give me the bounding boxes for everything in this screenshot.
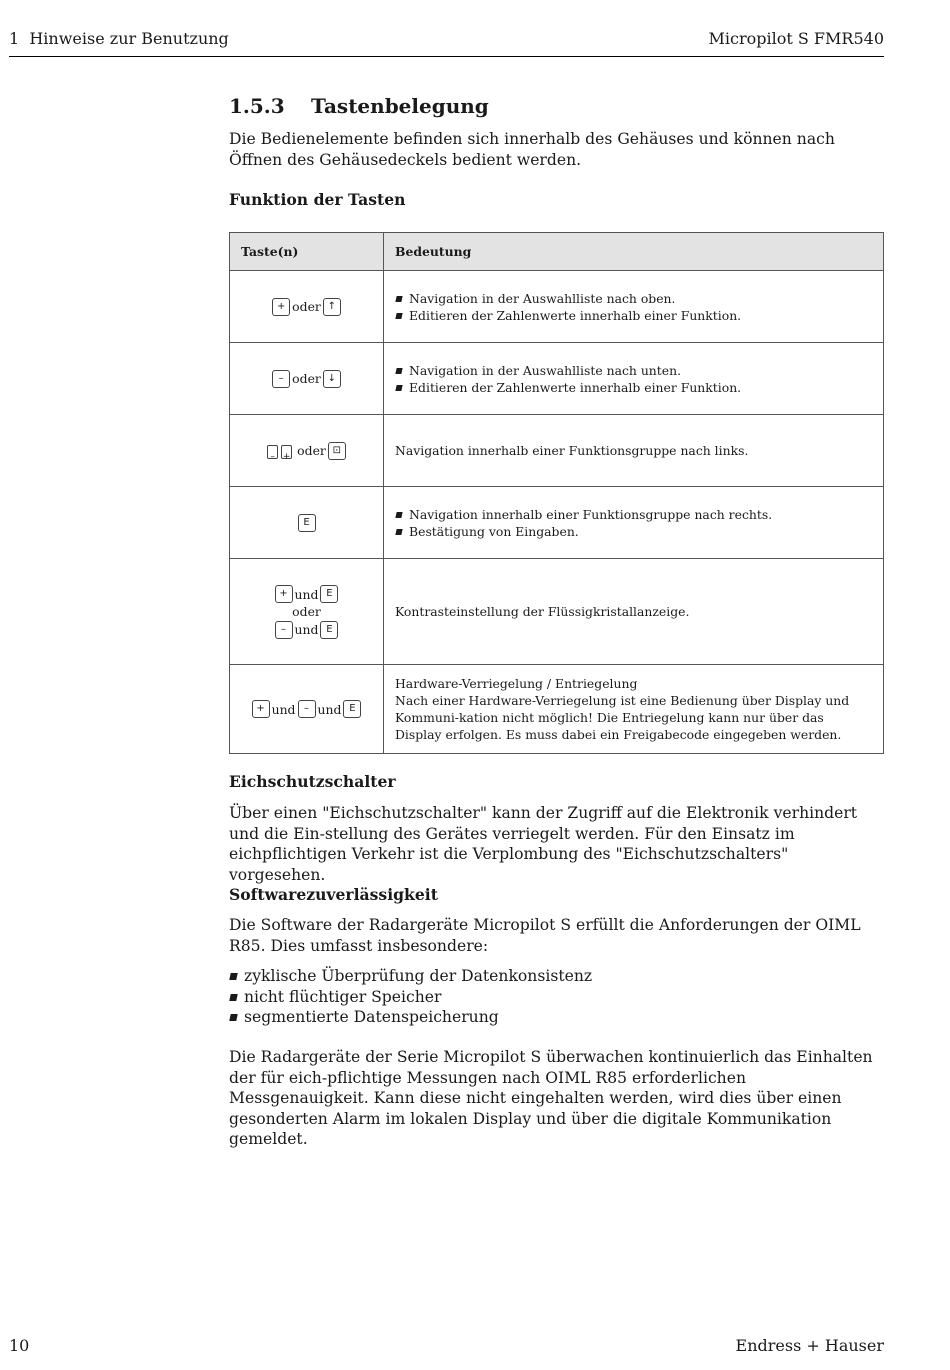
e-key-icon: E [343, 700, 361, 718]
list-item: Editieren der Zahlenwerte innerhalb einer Funktion. [395, 379, 872, 396]
list-item: Navigation in der Auswahlliste nach unten. [395, 362, 872, 379]
software-heading: Softwarezuverlässigkeit [229, 885, 438, 904]
table-row [230, 487, 884, 559]
eichschutz-heading: Eichschutzschalter [229, 772, 396, 791]
key-combo-up [230, 271, 384, 343]
minus-key-icon: – [275, 621, 293, 639]
table-header-row [230, 233, 884, 271]
row-description [384, 271, 884, 343]
row-description [384, 487, 884, 559]
arrow-up-key-icon: ↑ [323, 298, 341, 316]
software-paragraph-2: Die Radargeräte der Serie Micropilot S überwachen kontinuierlich das Einhalten der für eich-pflichtige Messungen nach OIML R85 erforderlichen Messgenauigkeit. Kann diese nicht eingehalten werden, wird dies über einen gesonderten Alarm im lokalen Display und über die digitale Kommunikation gemeldet. [229, 1048, 873, 1148]
key-combo-enter [230, 487, 384, 559]
header-chapter: 1 Hinweise zur Benutzung [9, 29, 229, 48]
header-product: Micropilot S FMR540 [708, 29, 884, 48]
escape-key-icon: ⊡ [328, 442, 346, 460]
minus-plus-key-icon: – + [267, 442, 295, 460]
word-und: und [294, 586, 319, 602]
funktion-heading: Funktion der Tasten [229, 190, 406, 209]
intro-paragraph: Die Bedienelemente befinden sich innerhalb des Gehäuses und können nach Öffnen des Gehäusedeckels bedient werden. [229, 130, 835, 169]
page-number: 10 [9, 1336, 30, 1355]
software-bullet-list [229, 966, 884, 1028]
list-item: Editieren der Zahlenwerte innerhalb einer Funktion. [395, 307, 872, 324]
footer-brand: Endress + Hauser [735, 1336, 884, 1355]
word-und: und [317, 701, 342, 717]
bullet-list [395, 362, 872, 396]
table-row [230, 343, 884, 415]
key-combo-down [230, 343, 384, 415]
row-text: Nach einer Hardware-Verriegelung ist eine Bedienung über Display und Kommuni-kation nicht möglich! Die Entriegelung kann nur über das Display erfolgen. Es muss dabei ein Freigabecode eingegeben werden. [395, 693, 850, 742]
col-header-keys: Taste(n) [230, 233, 384, 271]
word-oder: oder [292, 299, 321, 315]
bullet-list [395, 290, 872, 324]
e-key-icon: E [298, 514, 316, 532]
word-und: und [294, 622, 319, 637]
list-item: Navigation in der Auswahlliste nach oben. [395, 290, 872, 307]
key-combo-left [230, 415, 384, 487]
minus-key-icon: – [298, 700, 316, 718]
table-row [230, 559, 884, 665]
e-key-icon: E [320, 585, 338, 603]
software-paragraph: Die Software der Radargeräte Micropilot S erfüllt die Anforderungen der OIML R85. Dies umfasst insbesondere: [229, 916, 861, 955]
plus-key-icon: + [275, 585, 293, 603]
eichschutz-paragraph: Über einen "Eichschutzschalter" kann der Zugriff auf die Elektronik verhindert und die Ein-stellung des Gerätes verriegelt werden. Für den Einsatz im eichpflichtigen Verkehr ist die Verplombung des "Eichschutzschalters" vorgesehen. [229, 804, 858, 884]
table-row [230, 415, 884, 487]
word-oder: oder [297, 443, 326, 459]
plus-key-icon: + [252, 700, 270, 718]
key-function-table [229, 232, 884, 754]
e-key-icon: E [320, 621, 338, 639]
row-title: Hardware-Verriegelung / Entriegelung [395, 676, 638, 691]
arrow-down-key-icon: ↓ [323, 370, 341, 388]
header-rule [9, 56, 884, 57]
word-und: und [271, 701, 296, 717]
bullet-list [395, 506, 872, 540]
list-item: zyklische Überprüfung der Datenkonsistenz [229, 966, 884, 987]
word-oder: oder [292, 371, 321, 387]
list-item: Bestätigung von Eingaben. [395, 523, 872, 540]
list-item: Navigation innerhalb einer Funktionsgruppe nach rechts. [395, 506, 872, 523]
list-item: segmentierte Datenspeicherung [229, 1007, 884, 1028]
minus-key-icon: – [272, 370, 290, 388]
table-row [230, 271, 884, 343]
section-title-text: Tastenbelegung [311, 94, 489, 118]
row-description: Kontrasteinstellung der Flüssigkristallanzeige. [384, 559, 884, 665]
word-oder: oder [292, 604, 321, 619]
key-combo-contrast [230, 559, 384, 665]
list-item: nicht flüchtiger Speicher [229, 987, 884, 1008]
key-combo-lock [230, 665, 384, 754]
table-row [230, 665, 884, 754]
row-description [384, 665, 884, 754]
section-number: 1.5.3 [229, 94, 285, 118]
row-description [384, 343, 884, 415]
col-header-meaning: Bedeutung [384, 233, 884, 271]
row-description: Navigation innerhalb einer Funktionsgruppe nach links. [384, 415, 884, 487]
plus-key-icon: + [272, 298, 290, 316]
section-title [229, 94, 884, 118]
